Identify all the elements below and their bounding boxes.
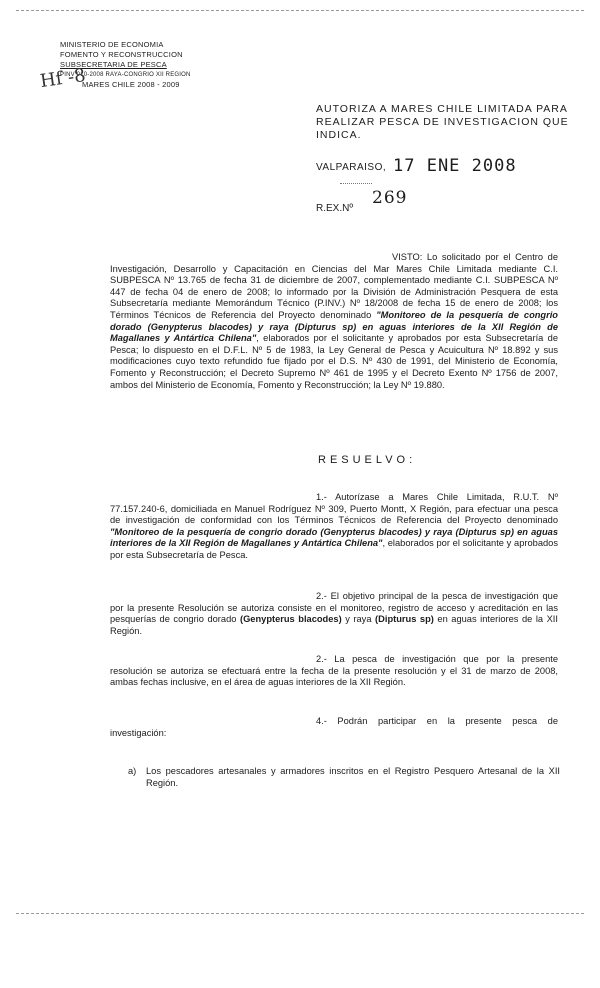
item-a-text: Los pescadores artesanales y armadores inscritos en el Registro Pesquero Artesanal de la XII Región. [146, 766, 560, 788]
letterhead-project-name: MARES CHILE 2008 - 2009 [82, 80, 180, 89]
letterhead-ministry: MINISTERIO DE ECONOMIA [60, 40, 164, 49]
letterhead-project-code: PINV 010-2008 RAYA-CONGRIO XII REGION [60, 72, 191, 78]
item-2-text-3: en aguas interiores de la XII Región. [110, 614, 558, 636]
visto-paragraph [110, 252, 558, 391]
visto-text-2: , elaborados por el solicitante y aprobados por esta Subsecretaría de Pesca; lo dispuesto en el D.F.L. Nº 5 de 1983, la Ley General de Pesca y Acuicultura Nº 18.892 y sus modificaciones cuyo texto refundido fue fijado por el D.S. Nº 430 de 1991, del Ministerio de Economía, Fomento y Reconstrucción; el Decreto Supremo Nº 461 de 1995 y el Decreto Exento Nº 1756 de 2007, ambos del Ministerio de Economía, Fomento y Reconstrucción; la Ley Nº 19.880. [110, 333, 558, 390]
item-2-text-1: 2.- El objetivo principal de la pesca de investigación que por la presente Resolución se autoriza consiste en el monitoreo, registro de acceso y acreditación en las pesquerías de congrio dorado [110, 591, 558, 625]
resolution-item-2 [110, 591, 558, 637]
item-2-text-2: y raya [345, 614, 372, 625]
item-2-species-1: (Genypterus blacodes) [239, 614, 342, 625]
rex-number: 269 [372, 188, 408, 208]
resolution-item-4: 4.- Podrán participar en la presente pesca de investigación: [110, 716, 558, 738]
item-a-marker: a) [128, 766, 137, 776]
place-label: VALPARAISO, [316, 162, 387, 173]
resolution-item-3: 2.- La pesca de investigación que por la presente resolución se autoriza se efectuará entre la fecha de la presente resolución y el 31 de marzo de 2008, ambas fechas inclusive, en el área de aguas interiores de la XII Región. [110, 654, 558, 688]
item-1-project-title: "Monitoreo de la pesquería de congrio dorado (Genypterus blacodes) y raya (Dipturus sp) en aguas interiores de la XII Región de Magallanes y Antártica Chilena" [110, 526, 558, 549]
date-stamp: 17 ENE 2008 [393, 156, 517, 176]
item-2-species-2: (Dipturus sp) [375, 614, 434, 625]
letterhead-ministry-2: FOMENTO Y RECONSTRUCCION [60, 50, 183, 59]
date-underline [340, 183, 372, 184]
letterhead-subsecretaria: SUBSECRETARIA DE PESCA [60, 60, 167, 69]
bottom-border-line [16, 913, 584, 914]
resolution-item-1 [110, 492, 558, 562]
subject-text: AUTORIZA A MARES CHILE LIMITADA PARA REALIZAR PESCA DE INVESTIGACION QUE INDICA. [316, 103, 569, 141]
resuelvo-heading: RESUELVO: [318, 454, 417, 466]
item-1-text-2: , elaborados por el solicitante y aprobados por esta Subsecretaría de Pesca. [110, 538, 558, 560]
visto-text-1: VISTO: Lo solicitado por el Centro de Investigación, Desarrollo y Capacitación en Ciencias del Mar Mares Chile Limitada mediante C.I. SUBPESCA Nº 13.765 de fecha 31 de diciembre de 2007, complementado mediante C.I. SUBPESCA Nº 447 de fecha 04 de enero de 2008; lo informado por la División de Administración Pesquera de esta Subsecretaría mediante Memorándum Técnico (P.INV.) Nº 18/2008 de fecha 15 de enero de 2008; los Términos Técnicos de Referencia del Proyecto denominado [110, 252, 558, 320]
letterhead [60, 40, 250, 90]
visto-project-title: "Monitoreo de la pesquería de congrio dorado (Genypterus blacodes) y raya (Dipturus sp) en aguas interiores de la XII Región de Magallanes y Antártica Chilena" [110, 309, 558, 344]
item-1-text-1: 1.- Autorízase a Mares Chile Limitada, R.U.T. Nº 77.157.240-6, domiciliada en Manuel Rodríguez Nº 309, Puerto Montt, X Región, para efectuar una pesca de investigación de conformidad con los Términos Técnicos de Referencia del Proyecto denominado [110, 492, 558, 526]
handwritten-annotation: Hf -8 [38, 64, 87, 93]
top-border-line [16, 10, 584, 11]
rex-label: R.EX.Nº [316, 203, 353, 214]
